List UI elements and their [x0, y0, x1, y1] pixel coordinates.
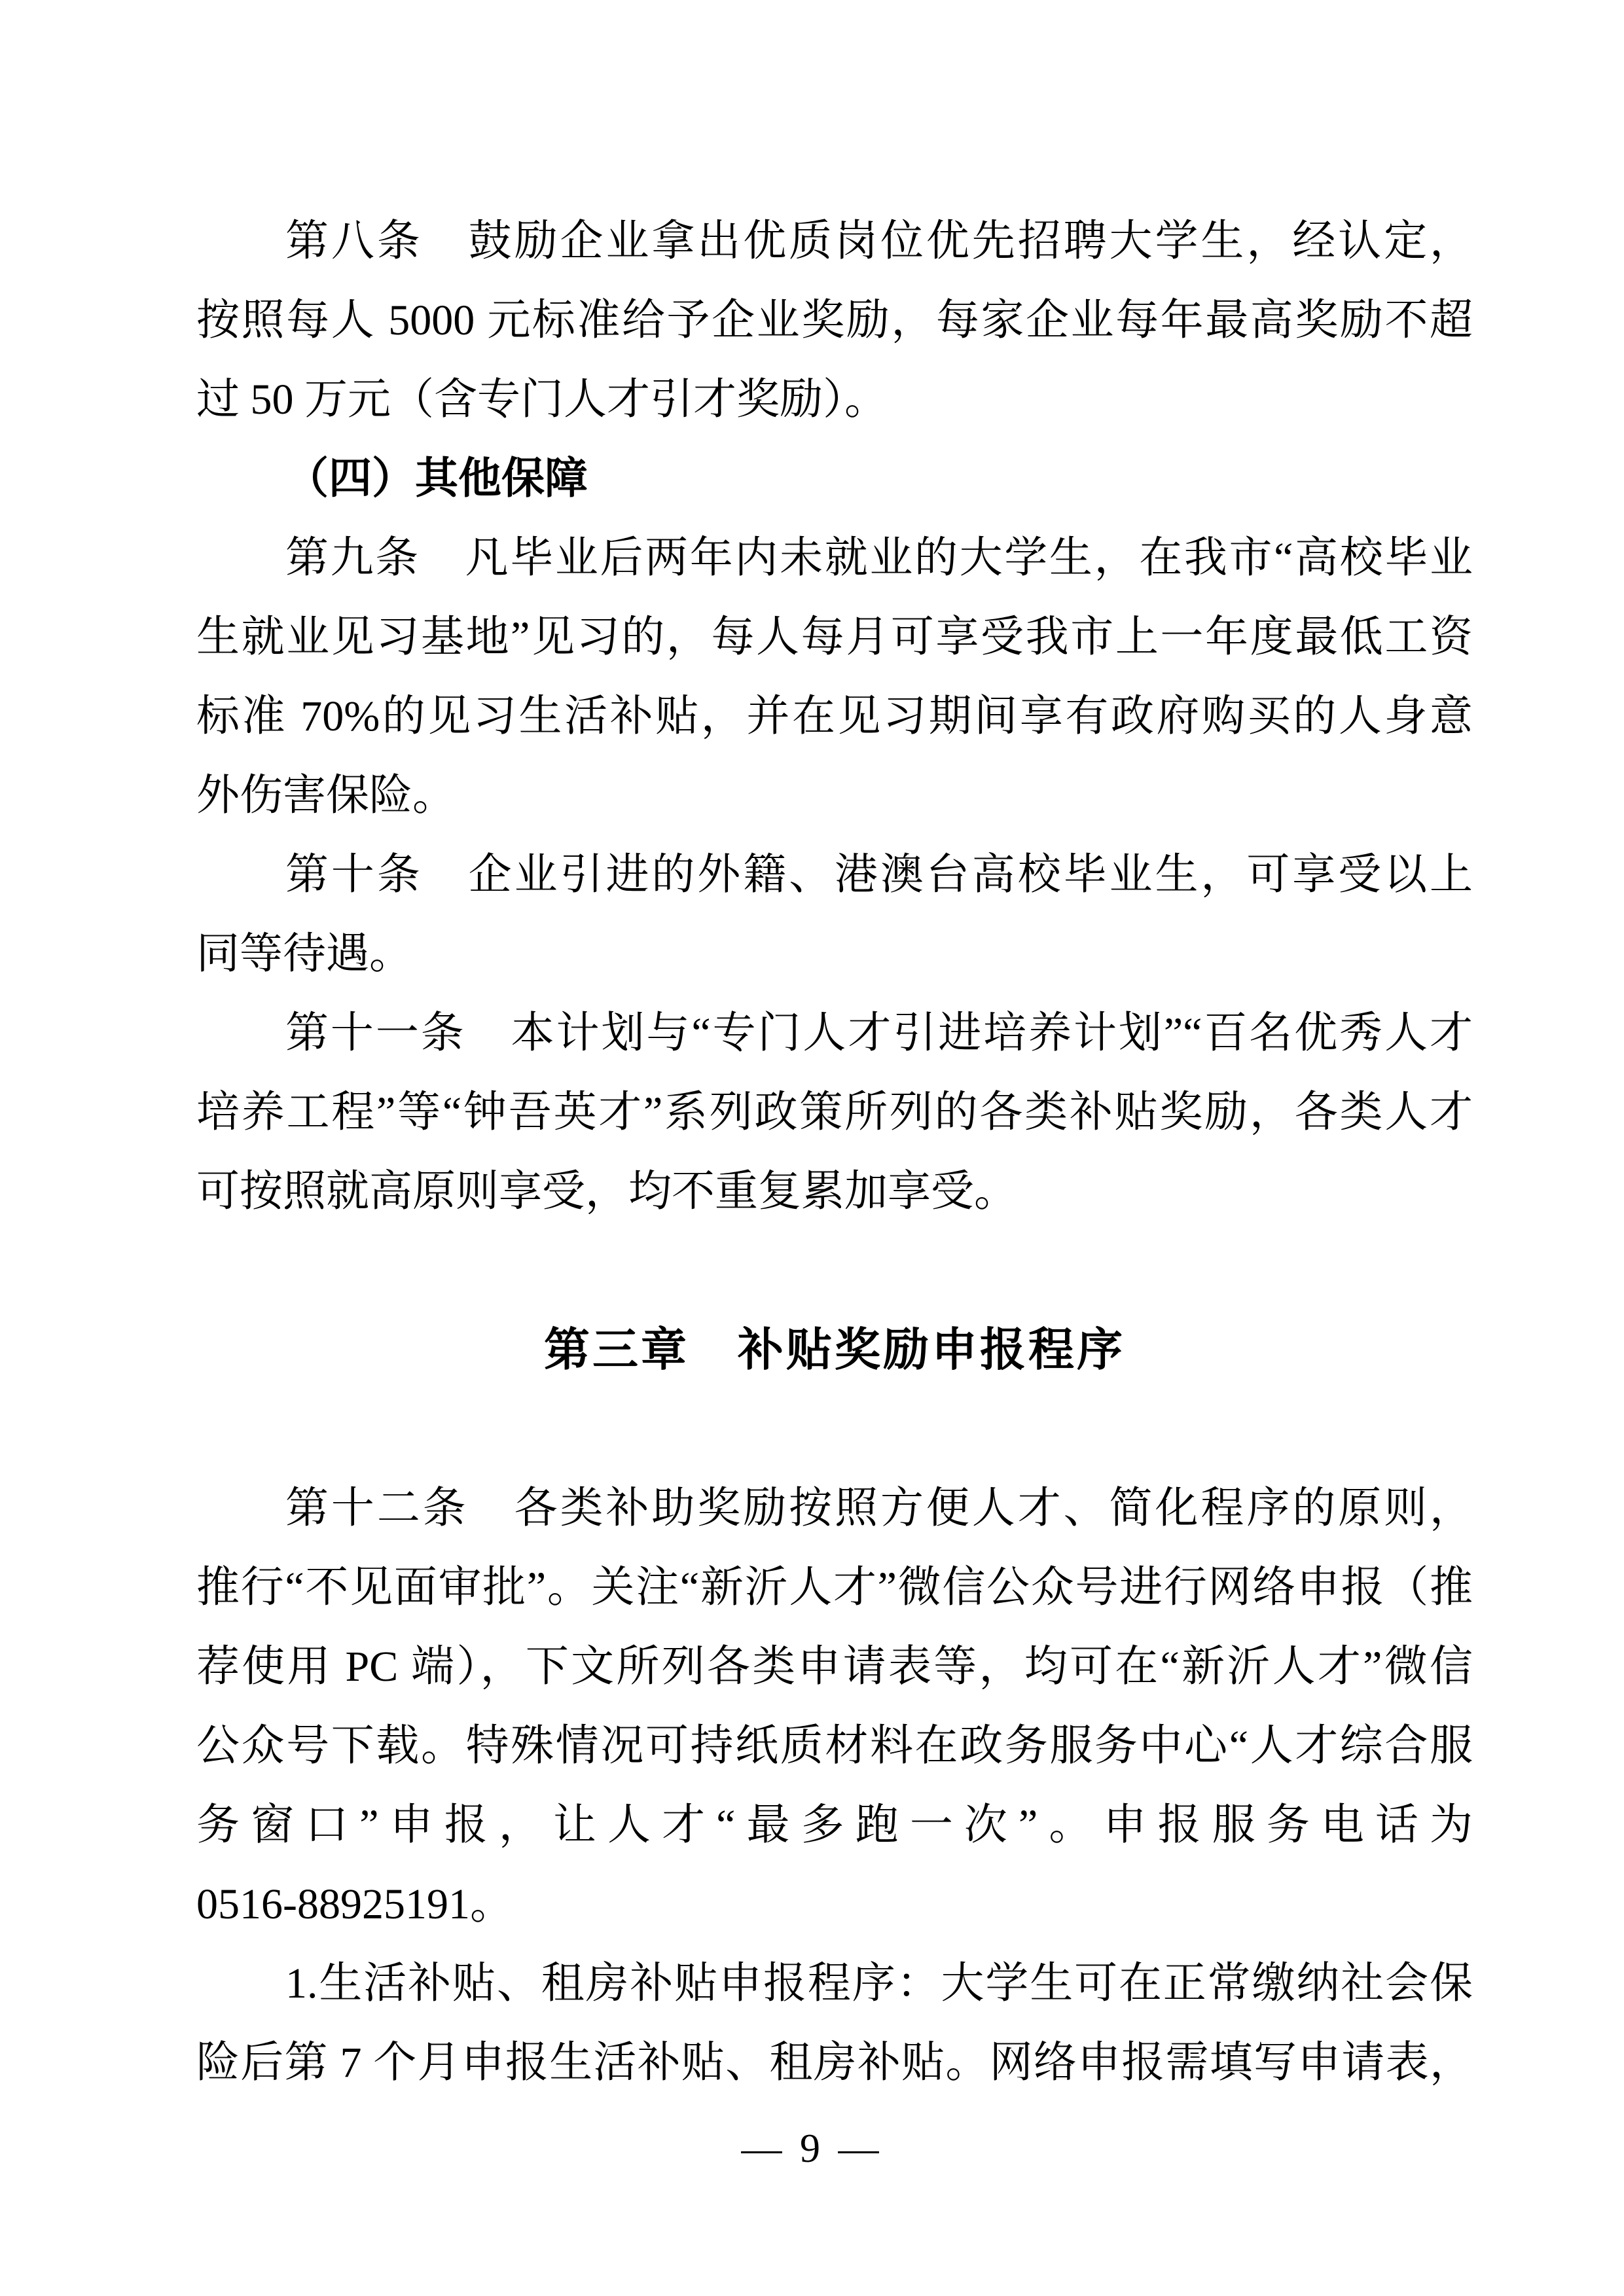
text-line: 可按照就高原则享受，均不重复累加享受。 — [196, 1168, 1017, 1215]
text-line: 1.生活补贴、租房补贴申报程序：大学生可在正常缴纳社会保 — [285, 1960, 1473, 2007]
text-line: 0516-88925191。 — [196, 1880, 513, 1928]
text-line: 公众号下载。特殊情况可持纸质材料在政务服务中心“人才综合服 — [196, 1722, 1473, 1770]
text-line: 同等待遇。 — [196, 930, 412, 978]
page-number: — 9 — — [741, 2126, 883, 2171]
text-line: 外伤害保险。 — [196, 772, 456, 819]
blank-line — [196, 1231, 1473, 1310]
document-text-block — [196, 202, 1473, 2102]
text-line: 生就业见习基地”见习的，每人每月可享受我市上一年度最低工资 — [196, 613, 1473, 661]
text-line: 荐使用 PC 端），下文所列各类申请表等，均可在“新沂人才”微信 — [196, 1643, 1473, 1691]
text-line: 按照每人 5000 元标准给予企业奖励，每家企业每年最高奖励不超 — [196, 296, 1473, 344]
text-line: 务窗口”申报，让人才“最多跑一次”。申报服务电话为 — [196, 1801, 1473, 1849]
section-subheading: （四）其他保障 — [285, 455, 588, 503]
blank-line — [196, 1390, 1473, 1469]
text-line: 第十二条 各类补助奖励按照方便人才、简化程序的原则， — [285, 1484, 1473, 1532]
text-line: 第八条 鼓励企业拿出优质岗位优先招聘大学生，经认定， — [285, 217, 1473, 265]
text-line: 第九条 凡毕业后两年内未就业的大学生，在我市“高校毕业 — [285, 534, 1473, 582]
text-line: 过 50 万元（含专门人才引才奖励）。 — [196, 376, 888, 423]
chapter-heading: 第三章 补贴奖励申报程序 — [544, 1324, 1125, 1375]
text-line: 推行“不见面审批”。关注“新沂人才”微信公众号进行网络申报（推 — [196, 1564, 1473, 1611]
text-line: 第十条 企业引进的外籍、港澳台高校毕业生，可享受以上 — [285, 851, 1473, 899]
text-line: 第十一条 本计划与“专门人才引进培养计划”“百名优秀人才 — [285, 1009, 1473, 1057]
text-line: 培养工程”等“钟吾英才”系列政策所列的各类补贴奖励，各类人才 — [196, 1088, 1473, 1136]
text-line: 标准 70%的见习生活补贴，并在见习期间享有政府购买的人身意 — [196, 692, 1473, 740]
text-line: 险后第 7 个月申报生活补贴、租房补贴。网络申报需填写申请表， — [196, 2039, 1473, 2087]
